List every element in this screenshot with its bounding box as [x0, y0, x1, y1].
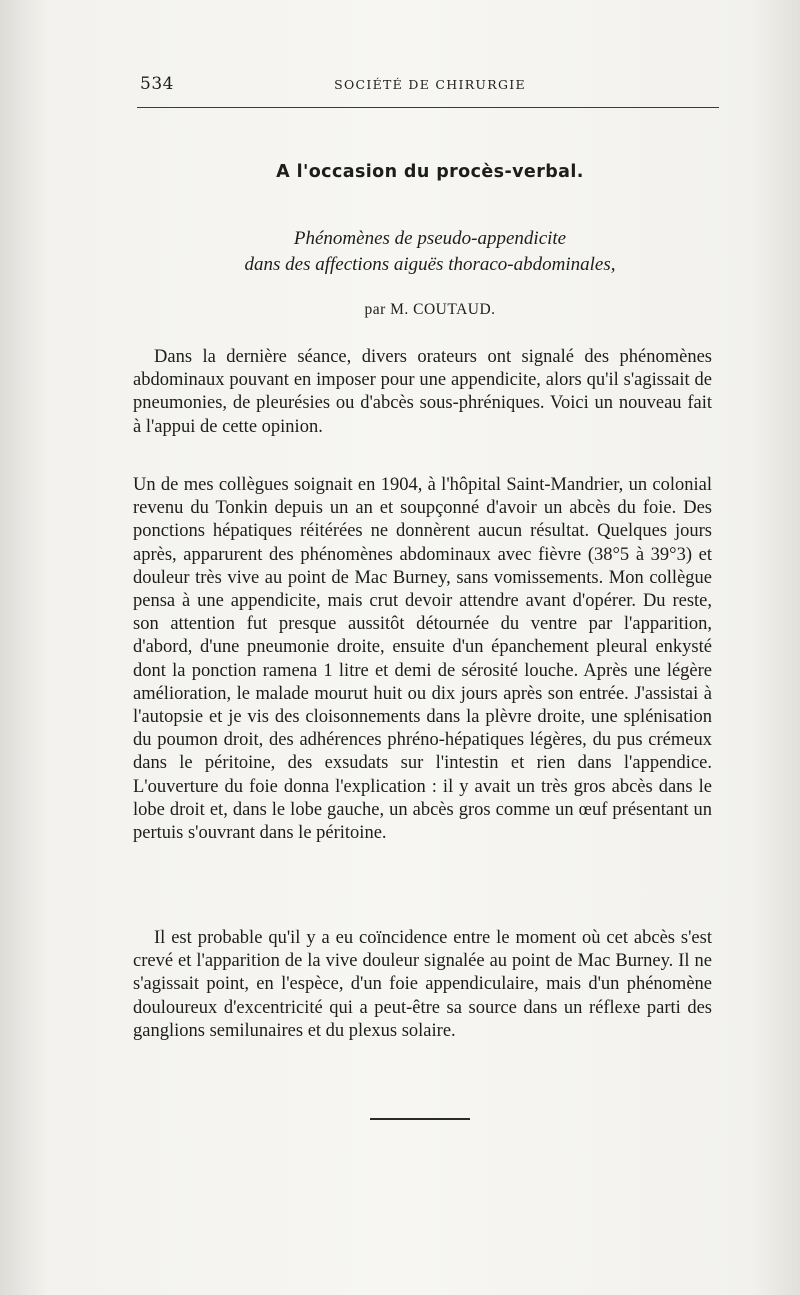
header-rule	[137, 107, 719, 108]
page-number: 534	[140, 74, 174, 94]
article-subtitle-line-1: Phénomènes de pseudo-appendicite	[293, 228, 567, 249]
page-header	[140, 74, 720, 96]
paragraph-1: Dans la dernière séance, divers orateurs ont signalé des phénomènes abdominaux pouvant en imposer pour une appendicite, alors qu'il s'agissait de pneumonies, de pleurésies ou d'abcès sous-phréniques. Voici un nouveau fait à l'appui de cette opinion.	[133, 347, 712, 437]
article-author: par M. COUTAUD.	[364, 301, 496, 318]
article-title: A l'occasion du procès-verbal.	[276, 162, 584, 182]
article-subtitle-line-2: dans des affections aiguës thoraco-abdominales,	[244, 254, 616, 275]
paragraph-3: Il est probable qu'il y a eu coïncidence entre le moment où cet abcès s'est crevé et l'apparition de la vive douleur signalée au point de Mac Burney. Il ne s'agissait point, en l'espèce, d'un foie appendiculaire, mais d'un phénomène douloureux d'excentricité qui a peut-être sa source dans un réflexe parti des ganglions semilunaires et du plexus solaire.	[133, 928, 712, 1041]
end-rule	[370, 1118, 470, 1120]
running-head: SOCIÉTÉ DE CHIRURGIE	[334, 77, 526, 92]
paragraph-2: Un de mes collègues soignait en 1904, à l'hôpital Saint-Mandrier, un colonial revenu du Tonkin depuis un an et soupçonné d'avoir un abcès du foie. Des ponctions hépatiques réitérées ne donnèrent aucun résultat. Quelques jours après, apparurent des phénomènes abdominaux avec fièvre (38°5 à 39°3) et douleur très vive au point de Mac Burney, sans vomissements. Mon collègue pensa à une appendicite, mais crut devoir attendre avant d'opérer. Du reste, son attention fut presque aussitôt détournée du ventre par l'apparition, d'abord, d'une pneumonie droite, ensuite d'un épanchement pleural enkysté dont la ponction ramena 1 litre et demi de sérosité louche. Après une légère amélioration, le malade mourut huit ou dix jours après son entrée. J'assistai à l'autopsie et je vis des cloisonnements dans la plèvre droite, une splénisation du poumon droit, des adhérences phréno-hépatiques légères, du pus crémeux dans le péritoine, des exsudats sur l'intestin et rien dans l'appendice. L'ouverture du foie donna l'explication : il y avait un très gros abcès dans le lobe droit et, dans le lobe gauche, un abcès gros comme un œuf présentant un pertuis s'ouvrant dans le péritoine.	[133, 475, 712, 844]
